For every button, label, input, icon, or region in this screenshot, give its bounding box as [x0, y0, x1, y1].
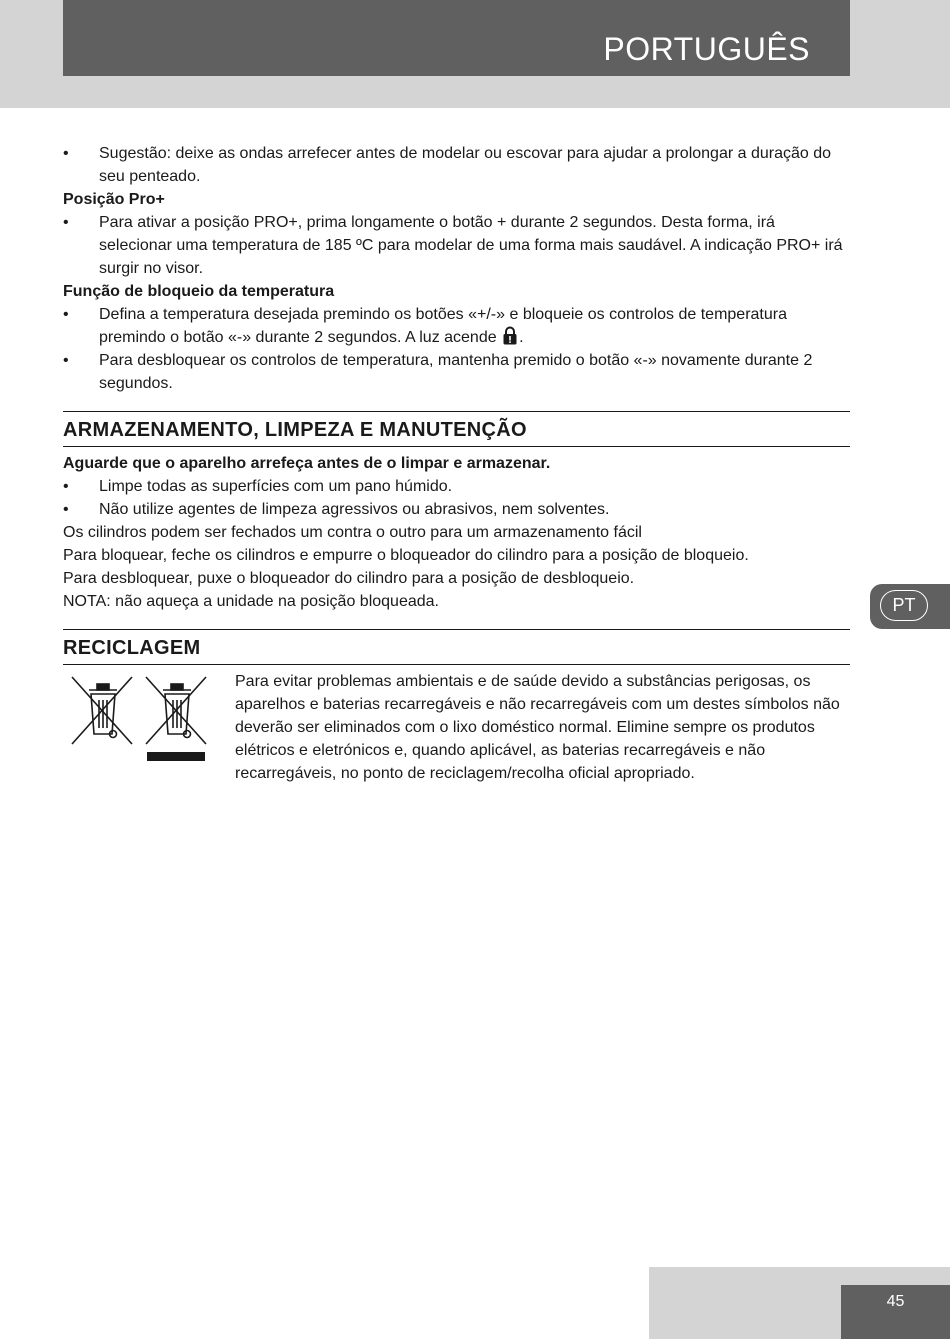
- recycling-text: Para evitar problemas ambientais e de saúde devido a substâncias perigosas, os aparelhos e baterias recarregáveis e não recarregáveis com um destes símbolos não deverão ser eliminados com o lixo doméstico normal. Elimine sempre os produtos elétricos e eletrónicos e, quando aplicável, as baterias recarregáveis e não recarregáveis, no ponto de reciclagem/recolha oficial apropriado.: [235, 673, 840, 782]
- crossed-out-bin-icon: [69, 672, 135, 762]
- storage-line: Para desbloquear, puxe o bloqueador do cilindro para a posição de desbloqueio.: [63, 570, 635, 587]
- bullet-marker: •: [63, 145, 69, 162]
- pro-position-heading: Posição Pro+: [63, 191, 165, 208]
- intro-bullet-list: [63, 142, 850, 188]
- language-tab: [870, 584, 950, 629]
- bullet-marker: •: [63, 214, 69, 231]
- page-number: 45: [886, 1293, 905, 1310]
- page-number-box: [841, 1285, 950, 1339]
- recycling-row: [63, 670, 850, 785]
- crossed-out-bin-with-bar-icon: [143, 672, 209, 762]
- recycling-icons: [63, 670, 235, 762]
- page-language-title: PORTUGUÊS: [603, 31, 810, 67]
- bullet-marker: •: [63, 501, 69, 518]
- storage-lead: Aguarde que o aparelho arrefeça antes de o limpar e armazenar.: [63, 455, 551, 472]
- bullet-marker: •: [63, 352, 69, 369]
- pro-position-list: [63, 211, 850, 280]
- list-item: • Defina a temperatura desejada premindo os botões «+/-» e bloqueie os controlos de temperatura premindo o botão «-» durante 2 segundos. A luz acende .: [63, 303, 850, 349]
- storage-line: Para bloquear, feche os cilindros e empurre o bloqueador do cilindro para a posição de bloqueio.: [63, 547, 749, 564]
- bullet-marker: •: [63, 306, 69, 323]
- lock-icon: [502, 326, 518, 345]
- storage-bullet-list: [63, 475, 850, 521]
- temp-lock-list: [63, 303, 850, 395]
- list-item: • Para ativar a posição PRO+, prima longamente o botão + durante 2 segundos. Desta forma, irá selecionar uma temperatura de 185 ºC para modelar de uma forma mais saudável. A indicação PRO+ irá surgir no visor.: [63, 211, 850, 280]
- list-item: • Limpe todas as superfícies com um pano húmido.: [63, 475, 850, 498]
- bullet-marker: •: [63, 478, 69, 495]
- list-item: • Sugestão: deixe as ondas arrefecer antes de modelar ou escovar para ajudar a prolongar a duração do seu penteado.: [63, 142, 850, 188]
- list-item: • Não utilize agentes de limpeza agressivos ou abrasivos, nem solventes.: [63, 498, 850, 521]
- page-content: [63, 142, 850, 785]
- storage-section-heading: ARMAZENAMENTO, LIMPEZA E MANUTENÇÃO: [63, 411, 850, 447]
- storage-line: Os cilindros podem ser fechados um contra o outro para um armazenamento fácil: [63, 524, 642, 541]
- temp-lock-heading: Função de bloqueio da temperatura: [63, 283, 335, 300]
- storage-note: NOTA: não aqueça a unidade na posição bloqueada.: [63, 593, 439, 610]
- recycling-section-heading: RECICLAGEM: [63, 629, 850, 665]
- header-title-box: [63, 0, 850, 76]
- language-badge: PT: [880, 590, 928, 621]
- list-item: • Para desbloquear os controlos de temperatura, mantenha premido o botão «-» novamente durante 2 segundos.: [63, 349, 850, 395]
